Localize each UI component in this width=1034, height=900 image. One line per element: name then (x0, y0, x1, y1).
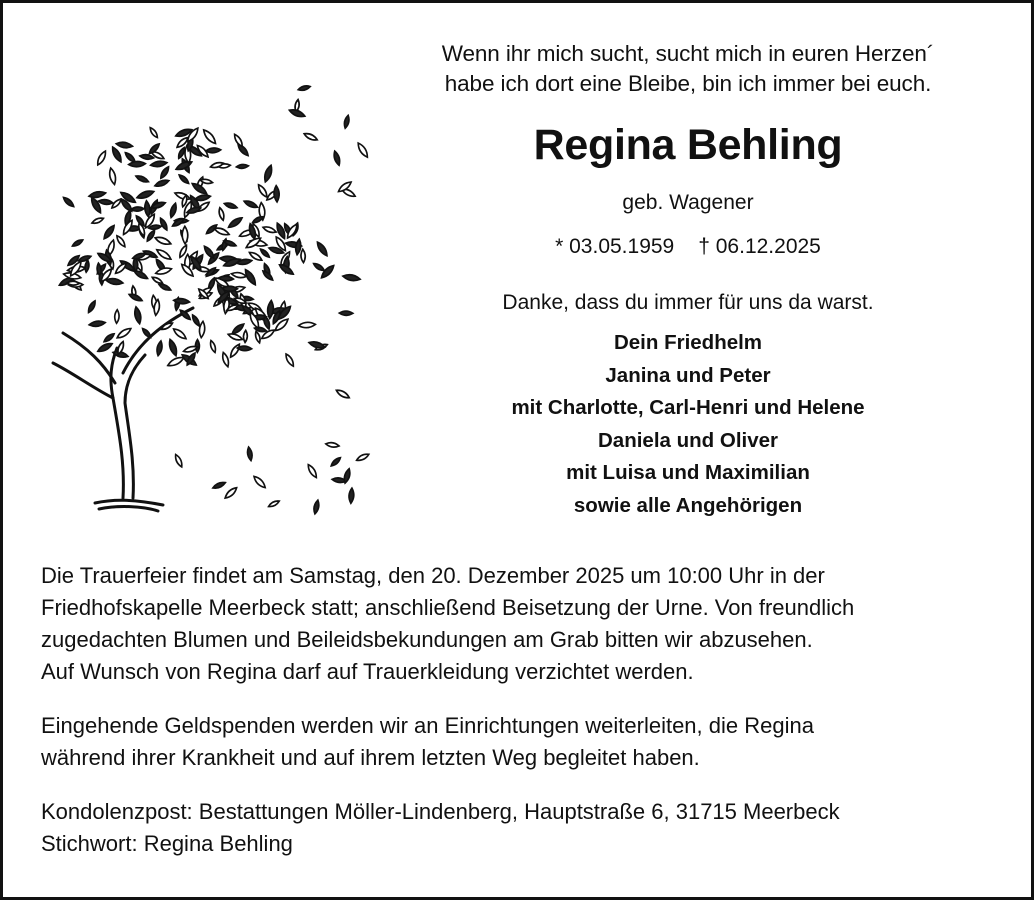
text-line: Eingehende Geldspenden werden wir an Einrichtungen weiterleiten, die Regina (41, 713, 814, 738)
ceremony-paragraph (41, 560, 1001, 688)
leaf-icon (169, 203, 178, 219)
family-member: sowie alle Angehörigen (573, 493, 803, 517)
windblown-tree-icon (33, 43, 383, 533)
leaf-icon (167, 355, 185, 368)
leaf-icon (156, 340, 163, 356)
leaf-icon (116, 326, 133, 340)
leaf-icon (89, 320, 106, 327)
leaf-icon (131, 207, 144, 212)
leaf-icon (224, 486, 239, 500)
leaf-icon (167, 338, 178, 356)
leaf-icon (194, 194, 210, 202)
leaf-icon (172, 327, 188, 341)
family-member: Dein Friedhelm (613, 331, 763, 354)
condolence-paragraph (41, 796, 1001, 860)
leaf-icon (236, 143, 250, 157)
leaf-icon (191, 314, 201, 327)
leaf-icon (212, 481, 226, 490)
leaf-icon (274, 185, 280, 202)
leaf-icon (155, 266, 172, 275)
header-block (383, 39, 993, 522)
donations-paragraph (41, 710, 1001, 774)
leaf-icon (229, 343, 242, 359)
leaf-icon (140, 154, 154, 160)
leaf-icon (110, 146, 123, 163)
thanks-line: Danke, dass du immer für uns da warst. (502, 291, 874, 314)
leaf-icon (178, 173, 190, 185)
leaf-icon (89, 196, 103, 214)
leaf-icon (349, 488, 355, 503)
text-line: während ihrer Krankheit und auf ihrem letzten Weg begleitet haben. (41, 745, 700, 770)
leaf-icon (339, 311, 353, 315)
leaf-icon (224, 202, 238, 210)
family-member: Daniela und Oliver (598, 428, 778, 452)
leaf-icon (315, 241, 329, 258)
leaf-icon (356, 142, 370, 159)
leaf-icon (263, 164, 274, 182)
leaf-icon (236, 164, 248, 169)
leaf-icon (159, 166, 170, 180)
leaf-icon (206, 148, 221, 154)
leaf-icon (209, 340, 217, 353)
leaf-icon (203, 245, 216, 260)
leaf-icon (301, 249, 306, 263)
leaf-icon (202, 128, 218, 145)
life-dates (383, 233, 993, 261)
text-line: Stichwort: Regina Behling (41, 831, 293, 856)
leaf-icon (298, 322, 315, 328)
leaf-icon (252, 475, 267, 490)
leaf-icon (151, 276, 163, 285)
leaf-icon (259, 248, 270, 259)
leaf-icon (87, 300, 97, 314)
leaf-icon (133, 306, 142, 324)
leaf-icon (221, 352, 230, 368)
leaf-icon (154, 235, 172, 246)
leaf-icon (243, 330, 247, 342)
leaf-icon (91, 217, 104, 225)
leaf-icon (313, 500, 320, 515)
quote-line: habe ich dort eine Bleibe, bin ich immer bei euch. (444, 71, 932, 96)
leaf-icon (105, 277, 123, 285)
family-list (383, 327, 993, 522)
leaf-icon (135, 174, 149, 184)
leaf-icon (146, 229, 157, 242)
leaf-icon (313, 262, 326, 272)
leaf-icon (150, 160, 167, 168)
leaf-icon (114, 310, 119, 324)
text-line: Friedhofskapelle Meerbeck statt; anschließend Beisetzung der Urne. Von freundlich (41, 595, 855, 620)
leaf-icon (174, 454, 184, 468)
family-member: Janina und Peter (605, 363, 771, 387)
leaf-icon (96, 150, 108, 166)
text-line: Auf Wunsch von Regina darf auf Trauerkleidung verzichtet werden. (41, 659, 694, 684)
memorial-quote (383, 39, 993, 99)
leaf-icon (102, 224, 116, 240)
leaf-icon (268, 499, 280, 508)
text-line: zugedachten Blumen und Beileidsbekundungen am Grab bitten wir abzusehen. (41, 627, 813, 652)
leaf-icon (182, 226, 188, 244)
leaf-icon (356, 452, 370, 462)
leaf-icon (330, 456, 342, 467)
leaf-icon (88, 190, 106, 198)
text-line: Die Trauerfeier findet am Samstag, den 20. Dezember 2025 um 10:00 Uhr in der (41, 563, 825, 588)
birth-name: geb. Wagener (622, 191, 754, 214)
leaf-icon (254, 331, 261, 344)
leaf-icon (218, 207, 225, 221)
leaf-icon (231, 271, 247, 278)
funeral-details (41, 560, 1001, 882)
leaf-icon (308, 340, 325, 350)
leaf-icon (71, 238, 83, 247)
leaf-icon (342, 273, 360, 281)
leaf-icon (141, 327, 152, 338)
leaf-icon (128, 161, 145, 167)
leaf-icon (333, 150, 342, 166)
deceased-name: Regina Behling (533, 121, 843, 169)
leaf-icon (98, 199, 113, 205)
leaf-icon (343, 468, 352, 484)
leaf-icon (103, 332, 116, 343)
leaf-icon (284, 353, 295, 367)
leaf-icon (97, 341, 114, 353)
leaf-icon (136, 189, 155, 200)
birth-date: * 03.05.1959 (555, 235, 675, 258)
text-line: Kondolenzpost: Bestattungen Möller-Lindenberg, Hauptstraße 6, 31715 Meerbeck (41, 799, 840, 824)
leaf-icon (62, 196, 75, 208)
leaf-icon (183, 345, 198, 354)
leaf-icon (303, 132, 318, 142)
leaf-icon (227, 216, 244, 230)
leaf-icon (243, 199, 258, 209)
leaf-icon (84, 260, 89, 272)
quote-line: Wenn ihr mich sucht, sucht mich in euren Herzen´ (441, 41, 935, 66)
leaf-icon (159, 217, 169, 231)
leaf-icon (335, 388, 350, 399)
leaf-icon (151, 201, 167, 210)
leaf-icon (343, 115, 350, 129)
family-member: mit Charlotte, Carl-Henri und Helene (511, 396, 865, 419)
leaf-icon (267, 300, 274, 318)
leaf-icon (116, 141, 133, 149)
leaf-icon (115, 234, 126, 248)
leaf-icon (246, 447, 253, 461)
leaf-icon (298, 85, 311, 92)
leaf-icon (144, 200, 151, 216)
leaf-icon (67, 281, 80, 285)
leaf-icon (149, 127, 159, 139)
leaf-icon (154, 178, 170, 188)
leaf-icon (262, 225, 277, 234)
leaf-icon (257, 183, 269, 198)
leaf-icon (325, 442, 339, 448)
leaf-icon (108, 168, 117, 186)
family-member: mit Luisa und Maximilian (566, 461, 810, 484)
leaf-icon (237, 346, 252, 351)
death-date: † 06.12.2025 (698, 235, 821, 258)
leaf-icon (306, 463, 318, 478)
